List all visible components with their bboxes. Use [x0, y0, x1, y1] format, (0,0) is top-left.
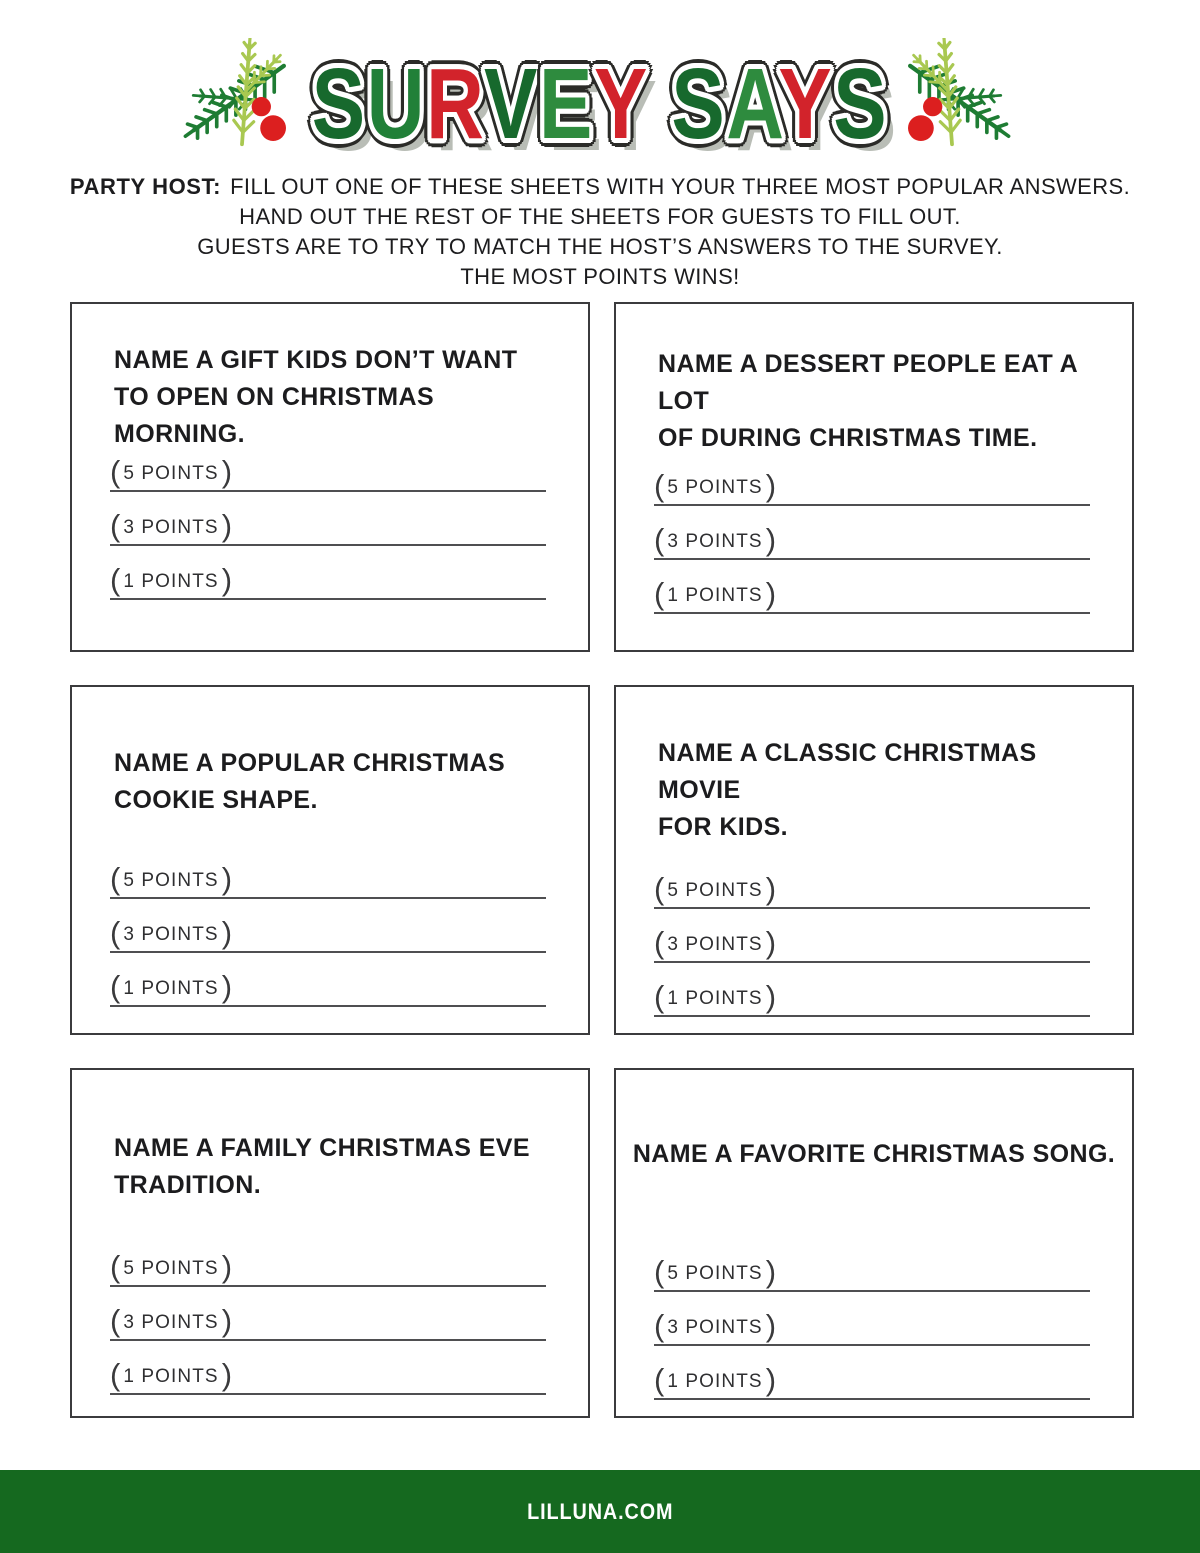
paren-open: ( — [654, 467, 665, 503]
survey-card-tradition — [70, 1068, 590, 1418]
points-list — [654, 467, 1090, 632]
paren-close: ) — [765, 870, 777, 906]
points-label: 5 POINTS — [123, 462, 219, 484]
paren-close: ) — [765, 1361, 777, 1397]
points-label: 1 POINTS — [123, 570, 219, 592]
card-question — [658, 735, 1104, 846]
question-line: NAME A POPULAR CHRISTMAS — [114, 749, 506, 777]
paren-close: ) — [221, 507, 233, 543]
survey-card-grid — [70, 302, 1134, 1418]
answer-line-5-points[interactable] — [654, 467, 1090, 506]
card-question — [114, 745, 560, 819]
paren-close: ) — [765, 521, 777, 557]
answer-line-1-points[interactable] — [654, 575, 1090, 614]
paren-close: ) — [765, 978, 777, 1014]
instructions-line-3: GUESTS ARE TO TRY TO MATCH THE HOST’S ANSWERS TO THE SURVEY. — [197, 234, 1003, 259]
paren-open: ( — [654, 1253, 665, 1289]
paren-open: ( — [110, 914, 121, 950]
paren-close: ) — [221, 453, 233, 489]
answer-line-1-points[interactable] — [110, 561, 546, 600]
paren-open: ( — [110, 1302, 121, 1338]
paren-close: ) — [221, 561, 233, 597]
answer-line-1-points[interactable] — [110, 1356, 546, 1395]
paren-open: ( — [654, 924, 665, 960]
paren-close: ) — [221, 1356, 233, 1392]
answer-line-5-points[interactable] — [110, 860, 546, 899]
title-letter: V — [484, 48, 539, 160]
points-label: 1 POINTS — [667, 987, 763, 1009]
paren-open: ( — [110, 1248, 121, 1284]
points-label: 3 POINTS — [667, 1316, 763, 1338]
points-label: 5 POINTS — [667, 1262, 763, 1284]
points-label: 3 POINTS — [123, 923, 219, 945]
paren-close: ) — [221, 1302, 233, 1338]
paren-open: ( — [110, 1356, 121, 1392]
answer-line-3-points[interactable] — [110, 914, 546, 953]
paren-close: ) — [765, 575, 777, 611]
instructions-line-1-text: FILL OUT ONE OF THESE SHEETS WITH YOUR THREE MOST POPULAR ANSWERS. — [230, 174, 1131, 199]
points-label: 3 POINTS — [667, 530, 763, 552]
question-line: NAME A DESSERT PEOPLE EAT A LOT — [658, 350, 1078, 415]
answer-line-3-points[interactable] — [110, 507, 546, 546]
question-line: NAME A GIFT KIDS DON’T WANT — [114, 346, 518, 374]
answer-line-1-points[interactable] — [654, 978, 1090, 1017]
survey-card-cookie — [70, 685, 590, 1035]
paren-open: ( — [654, 575, 665, 611]
question-line: NAME A FAMILY CHRISTMAS EVE — [114, 1134, 530, 1162]
points-label: 1 POINTS — [123, 1365, 219, 1387]
points-label: 3 POINTS — [123, 1311, 219, 1333]
points-label: 3 POINTS — [667, 933, 763, 955]
paren-open: ( — [110, 453, 121, 489]
points-label: 1 POINTS — [123, 977, 219, 999]
answer-line-3-points[interactable] — [654, 521, 1090, 560]
paren-open: ( — [654, 1361, 665, 1397]
answer-line-5-points[interactable] — [654, 1253, 1090, 1292]
title-letter: S — [671, 48, 727, 160]
paren-open: ( — [654, 521, 665, 557]
points-label: 1 POINTS — [667, 1370, 763, 1392]
paren-open: ( — [654, 978, 665, 1014]
survey-card-movie — [614, 685, 1134, 1035]
question-line: OF DURING CHRISTMAS TIME. — [658, 424, 1038, 452]
question-line: FOR KIDS. — [658, 813, 788, 841]
points-list — [654, 1253, 1090, 1418]
card-question — [658, 346, 1104, 457]
points-label: 5 POINTS — [123, 869, 219, 891]
paren-close: ) — [221, 914, 233, 950]
instructions-line-4: THE MOST POINTS WINS! — [460, 264, 740, 289]
paren-open: ( — [110, 860, 121, 896]
question-line: TRADITION. — [114, 1171, 262, 1199]
points-list — [110, 453, 546, 618]
paren-close: ) — [765, 1307, 777, 1343]
instructions-line-1 — [0, 172, 1200, 202]
answer-line-3-points[interactable] — [110, 1302, 546, 1341]
paren-open: ( — [654, 870, 665, 906]
question-line: TO OPEN ON CHRISTMAS MORNING. — [114, 383, 435, 448]
answer-line-5-points[interactable] — [110, 453, 546, 492]
card-question — [114, 342, 560, 453]
paren-close: ) — [765, 924, 777, 960]
paren-close: ) — [221, 860, 233, 896]
points-label: 5 POINTS — [667, 879, 763, 901]
paren-open: ( — [110, 561, 121, 597]
question-line: COOKIE SHAPE. — [114, 786, 318, 814]
paren-open: ( — [110, 507, 121, 543]
survey-card-dessert — [614, 302, 1134, 652]
title-letter: E — [538, 48, 594, 160]
answer-line-1-points[interactable] — [110, 968, 546, 1007]
title-letter: S — [311, 48, 367, 160]
survey-card-song — [614, 1068, 1134, 1418]
title-letter: A — [726, 48, 779, 160]
question-line: NAME A FAVORITE CHRISTMAS SONG. — [632, 1140, 1116, 1168]
title-letter: Y — [778, 48, 834, 160]
answer-line-5-points[interactable] — [110, 1248, 546, 1287]
footer-bar — [0, 1470, 1200, 1553]
title-letter: S — [833, 48, 889, 160]
points-list — [110, 1248, 546, 1413]
answer-line-1-points[interactable] — [654, 1361, 1090, 1400]
paren-close: ) — [765, 467, 777, 503]
survey-card-gift — [70, 302, 590, 652]
points-list — [110, 860, 546, 1025]
title-letter: U — [366, 48, 427, 160]
title-letter: Y — [593, 48, 648, 160]
card-question — [114, 1130, 560, 1204]
answer-line-3-points[interactable] — [654, 924, 1090, 963]
points-list — [654, 870, 1090, 1035]
title-letter — [647, 48, 671, 160]
points-label: 5 POINTS — [123, 1257, 219, 1279]
paren-open: ( — [110, 968, 121, 1004]
card-question — [632, 1136, 1116, 1173]
paren-close: ) — [221, 968, 233, 1004]
title-letter: R — [426, 48, 485, 160]
paren-close: ) — [765, 1253, 777, 1289]
points-label: 3 POINTS — [123, 516, 219, 538]
points-label: 1 POINTS — [667, 584, 763, 606]
paren-close: ) — [221, 1248, 233, 1284]
answer-line-5-points[interactable] — [654, 870, 1090, 909]
site-credit: LILLUNA.COM — [526, 1498, 674, 1524]
party-host-label: PARTY HOST: — [69, 174, 222, 199]
instructions — [0, 172, 1200, 292]
page-title — [120, 48, 1080, 168]
question-line: NAME A CLASSIC CHRISTMAS MOVIE — [658, 739, 1037, 804]
points-label: 5 POINTS — [667, 476, 763, 498]
instructions-line-2: HAND OUT THE REST OF THE SHEETS FOR GUESTS TO FILL OUT. — [239, 204, 961, 229]
paren-open: ( — [654, 1307, 665, 1343]
answer-line-3-points[interactable] — [654, 1307, 1090, 1346]
